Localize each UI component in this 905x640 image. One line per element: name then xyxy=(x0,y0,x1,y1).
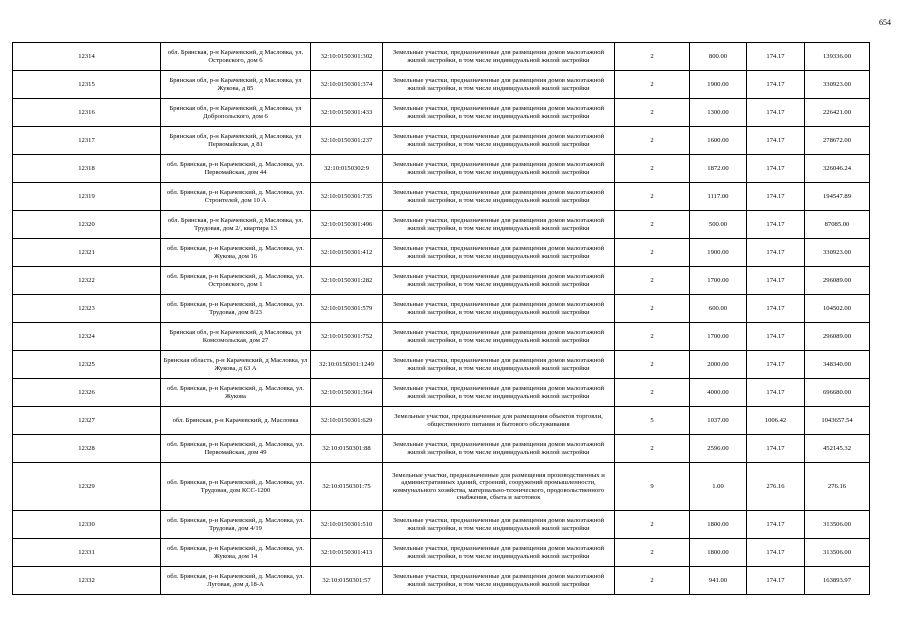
specific-value-cell: 174.17 xyxy=(747,155,805,183)
row-number-cell: 12319 xyxy=(13,183,161,211)
cadastral-number-cell: 32:10:0150301:57 xyxy=(311,567,383,595)
cadastral-number-cell: 32:10:0150302:9 xyxy=(311,155,383,183)
cadastral-number-cell: 32:10:0150301:1249 xyxy=(311,351,383,379)
group-code-cell: 2 xyxy=(615,351,690,379)
row-number-cell: 12324 xyxy=(13,323,161,351)
cadastral-value-cell: 104502.00 xyxy=(805,295,870,323)
row-number-cell: 12320 xyxy=(13,211,161,239)
area-cell: 1900.00 xyxy=(690,239,747,267)
area-cell: 2596.00 xyxy=(690,435,747,463)
specific-value-cell: 174.17 xyxy=(747,99,805,127)
group-code-cell: 2 xyxy=(615,511,690,539)
area-cell: 1037.00 xyxy=(690,407,747,435)
cadastral-value-cell: 276.16 xyxy=(805,463,870,511)
land-use-cell: Земельные участки, предназначенные для размещения домов малоэтажной жилой застройки, в том числе индивидуальной жилой застройки xyxy=(383,295,615,323)
land-use-cell: Земельные участки, предназначенные для размещения объектов торговли, общественного питания и бытового обслуживания xyxy=(383,407,615,435)
table-row xyxy=(13,435,870,463)
page-number: 654 xyxy=(879,18,891,27)
row-number-cell: 12314 xyxy=(13,43,161,71)
area-cell: 4000.00 xyxy=(690,379,747,407)
row-number-cell: 12326 xyxy=(13,379,161,407)
row-number-cell: 12330 xyxy=(13,511,161,539)
area-cell: 1800.00 xyxy=(690,539,747,567)
land-use-cell: Земельные участки, предназначенные для размещения домов малоэтажной жилой застройки, в том числе индивидуальной жилой застройки xyxy=(383,43,615,71)
area-cell: 800.00 xyxy=(690,43,747,71)
group-code-cell: 2 xyxy=(615,155,690,183)
area-cell: 500.00 xyxy=(690,211,747,239)
table-row xyxy=(13,295,870,323)
land-use-cell: Земельные участки, предназначенные для размещения домов малоэтажной жилой застройки, в том числе индивидуальной жилой застройки xyxy=(383,99,615,127)
address-cell: Брянская область, р-н Карачевский, д Масловка, ул Жукова, д 63 А xyxy=(161,351,311,379)
specific-value-cell: 174.17 xyxy=(747,539,805,567)
cadastral-value-cell: 163893.97 xyxy=(805,567,870,595)
group-code-cell: 2 xyxy=(615,267,690,295)
group-code-cell: 2 xyxy=(615,567,690,595)
area-cell: 941.00 xyxy=(690,567,747,595)
cadastral-number-cell: 32:10:0150301:364 xyxy=(311,379,383,407)
group-code-cell: 2 xyxy=(615,323,690,351)
specific-value-cell: 174.17 xyxy=(747,267,805,295)
table-row xyxy=(13,351,870,379)
address-cell: Брянская обл, р-н Карачевский, д Масловка, ул Первомайская, д 81 xyxy=(161,127,311,155)
land-use-cell: Земельные участки, предназначенные для размещения домов малоэтажной жилой застройки, в том числе индивидуальной жилой застройки xyxy=(383,511,615,539)
cadastral-number-cell: 32:10:0150301:374 xyxy=(311,71,383,99)
area-cell: 1700.00 xyxy=(690,323,747,351)
specific-value-cell: 174.17 xyxy=(747,71,805,99)
cadastral-number-cell: 32:10:0150301:237 xyxy=(311,127,383,155)
address-cell: обл. Брянская, р-н Карачевский, д. Масловка xyxy=(161,407,311,435)
land-use-cell: Земельные участки, предназначенные для размещения домов малоэтажной жилой застройки, в том числе индивидуальной жилой застройки xyxy=(383,71,615,99)
group-code-cell: 2 xyxy=(615,435,690,463)
specific-value-cell: 174.17 xyxy=(747,239,805,267)
address-cell: Брянская обл, р-н Карачевский, д Масловка, ул Жукова, д 85 xyxy=(161,71,311,99)
table-row xyxy=(13,155,870,183)
cadastral-value-cell: 278672.00 xyxy=(805,127,870,155)
address-cell: Брянская обл, р-н Карачевский, д Масловка, ул Комсомольская, дом 27 xyxy=(161,323,311,351)
land-use-cell: Земельные участки, предназначенные для размещения домов малоэтажной жилой застройки, в том числе индивидуальной жилой застройки xyxy=(383,127,615,155)
table-row xyxy=(13,99,870,127)
address-cell: обл. Брянская, р-н Карачевский, д. Масловка, ул. Трудовая, дом КСС-1200 xyxy=(161,463,311,511)
cadastral-value-cell: 1043657.54 xyxy=(805,407,870,435)
table-row xyxy=(13,539,870,567)
cadastral-value-cell: 139336.00 xyxy=(805,43,870,71)
cadastral-number-cell: 32:10:0150301:579 xyxy=(311,295,383,323)
group-code-cell: 2 xyxy=(615,379,690,407)
cadastral-number-cell: 32:10:0150301:496 xyxy=(311,211,383,239)
land-use-cell: Земельные участки, предназначенные для размещения домов малоэтажной жилой застройки, в том числе индивидуальной жилой застройки xyxy=(383,379,615,407)
table-row xyxy=(13,323,870,351)
cadastral-value-cell: 348340.00 xyxy=(805,351,870,379)
table-row xyxy=(13,407,870,435)
cadastral-number-cell: 32:10:0150301:75 xyxy=(311,463,383,511)
address-cell: обл. Брянская, р-н Карачевский, д. Масловка, ул. Жукова, дом 14 xyxy=(161,539,311,567)
specific-value-cell: 174.17 xyxy=(747,127,805,155)
group-code-cell: 2 xyxy=(615,71,690,99)
row-number-cell: 12329 xyxy=(13,463,161,511)
land-use-cell: Земельные участки, предназначенные для размещения производственных и административных зданий, строений, сооружений промышленности, коммунального хозяйства, материально-технического, продовольственного снабжения, сбыта и заготовок xyxy=(383,463,615,511)
group-code-cell: 9 xyxy=(615,463,690,511)
cadastral-value-cell: 226421.00 xyxy=(805,99,870,127)
specific-value-cell: 276.16 xyxy=(747,463,805,511)
cadastral-value-cell: 296089.00 xyxy=(805,267,870,295)
group-code-cell: 2 xyxy=(615,295,690,323)
row-number-cell: 12321 xyxy=(13,239,161,267)
row-number-cell: 12317 xyxy=(13,127,161,155)
address-cell: обл. Брянская, р-н Карачевский, д. Масловка, ул. Островского, дом 1 xyxy=(161,267,311,295)
land-use-cell: Земельные участки, предназначенные для размещения домов малоэтажной жилой застройки, в том числе индивидуальной жилой застройки xyxy=(383,239,615,267)
address-cell: обл. Брянская, р-н Карачевский, д. Масловка, ул. Первомайская, дом 44 xyxy=(161,155,311,183)
address-cell: обл. Брянская, р-н Карачевский, д. Масловка, ул. Жукова, дом 16 xyxy=(161,239,311,267)
table-row xyxy=(13,211,870,239)
specific-value-cell: 174.17 xyxy=(747,295,805,323)
specific-value-cell: 174.17 xyxy=(747,567,805,595)
row-number-cell: 12318 xyxy=(13,155,161,183)
specific-value-cell: 174.17 xyxy=(747,511,805,539)
specific-value-cell: 174.17 xyxy=(747,323,805,351)
specific-value-cell: 174.17 xyxy=(747,211,805,239)
group-code-cell: 2 xyxy=(615,127,690,155)
group-code-cell: 2 xyxy=(615,539,690,567)
land-use-cell: Земельные участки, предназначенные для размещения домов малоэтажной жилой застройки, в том числе индивидуальной жилой застройки xyxy=(383,567,615,595)
row-number-cell: 12325 xyxy=(13,351,161,379)
row-number-cell: 12328 xyxy=(13,435,161,463)
cadastral-value-cell: 326046.24 xyxy=(805,155,870,183)
cadastral-number-cell: 32:10:0150301:412 xyxy=(311,239,383,267)
cadastral-value-cell: 330923.00 xyxy=(805,71,870,99)
cadastral-value-table xyxy=(12,42,870,595)
cadastral-number-cell: 32:10:0150301:413 xyxy=(311,539,383,567)
table-row xyxy=(13,71,870,99)
area-cell: 1117.00 xyxy=(690,183,747,211)
row-number-cell: 12327 xyxy=(13,407,161,435)
group-code-cell: 2 xyxy=(615,183,690,211)
cadastral-value-cell: 87085.00 xyxy=(805,211,870,239)
address-cell: обл. Брянская, р-н Карачевский, д. Масловка, ул. Трудовая, дом 8/23 xyxy=(161,295,311,323)
group-code-cell: 2 xyxy=(615,43,690,71)
area-cell: 1300.00 xyxy=(690,99,747,127)
land-use-cell: Земельные участки, предназначенные для размещения домов малоэтажной жилой застройки, в том числе индивидуальной жилой застройки xyxy=(383,155,615,183)
cadastral-number-cell: 32:10:0150301:433 xyxy=(311,99,383,127)
cadastral-number-cell: 32:10:0150301:88 xyxy=(311,435,383,463)
cadastral-value-cell: 452145.32 xyxy=(805,435,870,463)
table-row xyxy=(13,463,870,511)
specific-value-cell: 174.17 xyxy=(747,379,805,407)
specific-value-cell: 174.17 xyxy=(747,435,805,463)
area-cell: 1872.00 xyxy=(690,155,747,183)
cadastral-number-cell: 32:10:0150301:752 xyxy=(311,323,383,351)
address-cell: обл. Брянская, р-н Карачевский, д. Масловка, ул. Трудовая, дом 4/19 xyxy=(161,511,311,539)
address-cell: обл. Брянская, р-н Карачевский, д Масловка, ул. Островского, дом 6 xyxy=(161,43,311,71)
land-use-cell: Земельные участки, предназначенные для размещения домов малоэтажной жилой застройки, в том числе индивидуальной жилой застройки xyxy=(383,539,615,567)
table-row xyxy=(13,567,870,595)
table-row xyxy=(13,43,870,71)
specific-value-cell: 174.17 xyxy=(747,351,805,379)
row-number-cell: 12316 xyxy=(13,99,161,127)
table-row xyxy=(13,183,870,211)
specific-value-cell: 174.17 xyxy=(747,43,805,71)
land-use-cell: Земельные участки, предназначенные для размещения домов малоэтажной жилой застройки, в том числе индивидуальной жилой застройки xyxy=(383,267,615,295)
address-cell: обл. Брянская, р-н Карачевский, д. Масловка, ул. Строителей, дом 10 А xyxy=(161,183,311,211)
area-cell: 1900.00 xyxy=(690,71,747,99)
cadastral-value-cell: 696680.00 xyxy=(805,379,870,407)
row-number-cell: 12323 xyxy=(13,295,161,323)
cadastral-value-cell: 313506.00 xyxy=(805,539,870,567)
row-number-cell: 12331 xyxy=(13,539,161,567)
cadastral-number-cell: 32:10:0150301:302 xyxy=(311,43,383,71)
land-use-cell: Земельные участки, предназначенные для размещения домов малоэтажной жилой застройки, в том числе индивидуальной жилой застройки xyxy=(383,351,615,379)
row-number-cell: 12315 xyxy=(13,71,161,99)
area-cell: 2000.00 xyxy=(690,351,747,379)
cadastral-value-cell: 330923.00 xyxy=(805,239,870,267)
land-use-cell: Земельные участки, предназначенные для размещения домов малоэтажной жилой застройки, в том числе индивидуальной жилой застройки xyxy=(383,183,615,211)
address-cell: обл. Брянская, р-н Карачевский, д Масловка, ул. Трудовая, дом 2/, квартира 13 xyxy=(161,211,311,239)
address-cell: Брянская обл, р-н Карачевский, д Масловка, ул Добропольского, дом 6 xyxy=(161,99,311,127)
area-cell: 1.00 xyxy=(690,463,747,511)
table-body xyxy=(13,43,870,595)
area-cell: 1700.00 xyxy=(690,267,747,295)
cadastral-value-cell: 313506.00 xyxy=(805,511,870,539)
area-cell: 1600.00 xyxy=(690,127,747,155)
group-code-cell: 5 xyxy=(615,407,690,435)
row-number-cell: 12322 xyxy=(13,267,161,295)
table-row xyxy=(13,127,870,155)
address-cell: обл. Брянская, р-н Карачевский, д. Масловка, ул. Первомайская, дом 49 xyxy=(161,435,311,463)
land-use-cell: Земельные участки, предназначенные для размещения домов малоэтажной жилой застройки, в том числе индивидуальной жилой застройки xyxy=(383,211,615,239)
cadastral-number-cell: 32:10:0150301:629 xyxy=(311,407,383,435)
cadastral-number-cell: 32:10:0150301:510 xyxy=(311,511,383,539)
specific-value-cell: 174.17 xyxy=(747,183,805,211)
table-row xyxy=(13,267,870,295)
group-code-cell: 2 xyxy=(615,239,690,267)
cadastral-value-cell: 296089.00 xyxy=(805,323,870,351)
cadastral-number-cell: 32:10:0150301:735 xyxy=(311,183,383,211)
group-code-cell: 2 xyxy=(615,99,690,127)
land-use-cell: Земельные участки, предназначенные для размещения домов малоэтажной жилой застройки, в том числе индивидуальной жилой застройки xyxy=(383,323,615,351)
cadastral-number-cell: 32:10:0150301:282 xyxy=(311,267,383,295)
row-number-cell: 12332 xyxy=(13,567,161,595)
group-code-cell: 2 xyxy=(615,211,690,239)
area-cell: 600.00 xyxy=(690,295,747,323)
table-row xyxy=(13,511,870,539)
address-cell: обл. Брянская, р-н Карачевский, д. Масловка, ул. Луговая, дом д.18-А xyxy=(161,567,311,595)
table-row xyxy=(13,239,870,267)
land-use-cell: Земельные участки, предназначенные для размещения домов малоэтажной жилой застройки, в том числе индивидуальной жилой застройки xyxy=(383,435,615,463)
area-cell: 1800.00 xyxy=(690,511,747,539)
table-row xyxy=(13,379,870,407)
address-cell: обл. Брянская, р-н Карачевский, д. Масловка, ул. Жукова xyxy=(161,379,311,407)
specific-value-cell: 1006.42 xyxy=(747,407,805,435)
cadastral-value-cell: 194547.89 xyxy=(805,183,870,211)
